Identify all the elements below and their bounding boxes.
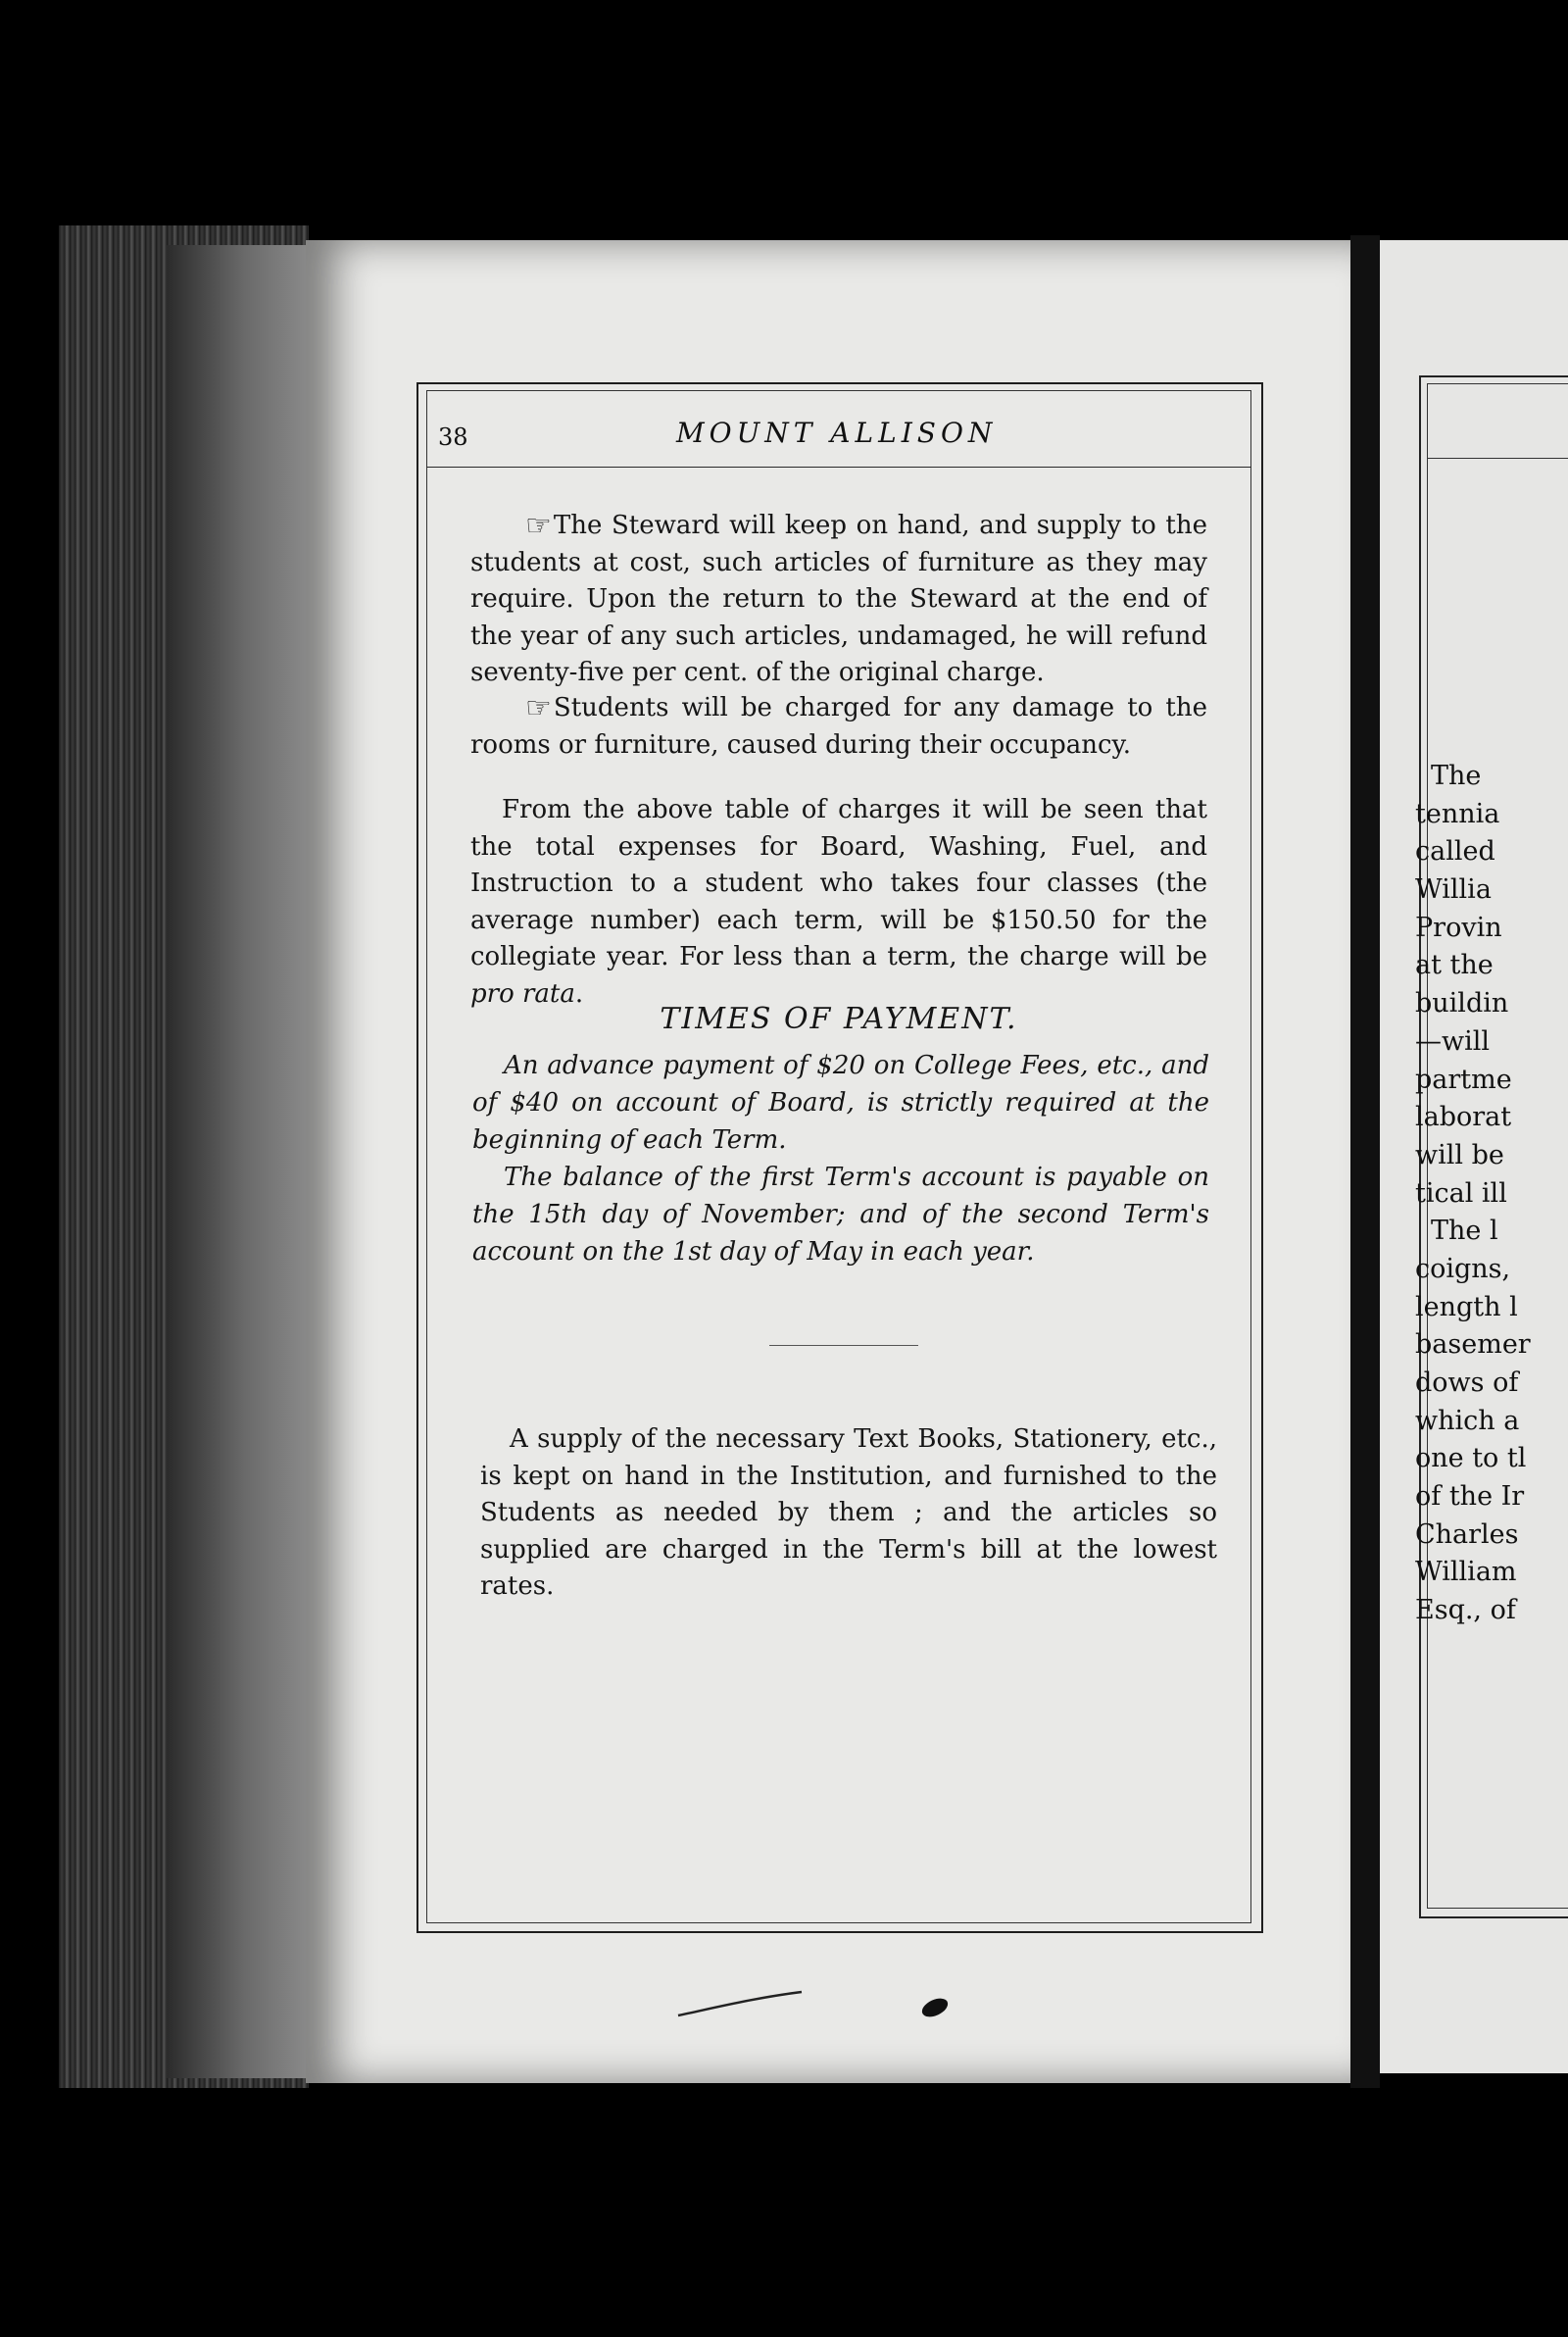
right-page-line: —will bbox=[1415, 1025, 1491, 1057]
right-page-line: which a bbox=[1415, 1405, 1520, 1436]
right-page-line: The l bbox=[1431, 1216, 1498, 1247]
right-page-line: laborat bbox=[1415, 1102, 1512, 1133]
right-page-line: of the Ir bbox=[1415, 1481, 1525, 1513]
pointing-hand-icon: ☞ bbox=[525, 691, 552, 725]
right-page-line: basemer bbox=[1415, 1329, 1531, 1361]
right-page-line: called bbox=[1415, 836, 1495, 868]
right-page-line: buildin bbox=[1415, 988, 1509, 1019]
right-page-line: will be bbox=[1415, 1139, 1504, 1170]
page-number: 38 bbox=[438, 423, 468, 451]
right-page-line: at the bbox=[1415, 950, 1494, 981]
right-page-line: tennia bbox=[1415, 798, 1500, 829]
expenses-end: . bbox=[574, 978, 584, 1009]
balance-paragraph: The balance of the first Term's account is payable on the 15th day of November; and of the second Term's account on the 1st day of May in each year. bbox=[472, 1163, 1209, 1267]
right-page-line: Charles bbox=[1415, 1518, 1519, 1550]
right-page-line: The bbox=[1431, 761, 1482, 791]
damage-paragraph bbox=[470, 690, 1207, 764]
pencil-stroke bbox=[676, 1990, 804, 2019]
expenses-paragraph bbox=[470, 792, 1207, 1013]
page-edges-shadow bbox=[167, 245, 309, 2078]
right-page-line: Provin bbox=[1415, 912, 1502, 943]
book-gutter bbox=[1350, 235, 1380, 2088]
pro-rata-term: pro rata bbox=[470, 978, 575, 1009]
right-page bbox=[1380, 240, 1568, 2073]
right-page-line: coigns, bbox=[1415, 1253, 1511, 1284]
right-page-line: Esq., of bbox=[1415, 1595, 1516, 1626]
right-page-line: partme bbox=[1415, 1064, 1512, 1095]
pointing-hand-icon: ☞ bbox=[525, 509, 552, 543]
section-divider bbox=[769, 1345, 918, 1346]
right-page-line: dows of bbox=[1415, 1367, 1519, 1398]
steward-paragraph bbox=[470, 508, 1207, 692]
running-head: MOUNT ALLISON bbox=[676, 417, 998, 449]
right-page-header-rule bbox=[1427, 458, 1568, 459]
header-rule bbox=[426, 467, 1251, 468]
right-page-line: one to tl bbox=[1415, 1443, 1527, 1474]
damage-text: Students will be charged for any damage to the rooms or furniture, caused during their occupancy. bbox=[470, 693, 1207, 760]
steward-text: The Steward will keep on hand, and supply to the students at cost, such articles of furniture as they may require. Upon the return to the Steward at the end of the year of any such articles, undamaged, he will refund seventy-five per cent. of the original charge. bbox=[470, 511, 1207, 687]
right-page-line: tical ill bbox=[1415, 1177, 1507, 1209]
expenses-text: From the above table of charges it will be seen that the total expenses for Board, Washing, Fuel, and Instruction to a student who takes four classes (the average number) each term, will be $150.50 for the collegiate year. For less than a term, the charge will be bbox=[470, 795, 1207, 971]
right-page-line: length l bbox=[1415, 1291, 1518, 1322]
right-page-text-fragments bbox=[1380, 758, 1568, 1630]
right-page-line: William bbox=[1415, 1557, 1517, 1588]
supply-paragraph: A supply of the necessary Text Books, Stationery, etc., is kept on hand in the Institution, and furnished to the Students as needed by them ; and the articles so supplied are charged in the Term's bill at the lowest rates. bbox=[480, 1424, 1217, 1601]
advance-payment-paragraph: An advance payment of $20 on College Fees, etc., and of $40 on account of Board, is strictly required at the beginning of each Term. bbox=[472, 1051, 1209, 1155]
right-page-line: Willia bbox=[1415, 874, 1492, 906]
times-of-payment-heading: TIMES OF PAYMENT. bbox=[660, 1002, 1018, 1036]
